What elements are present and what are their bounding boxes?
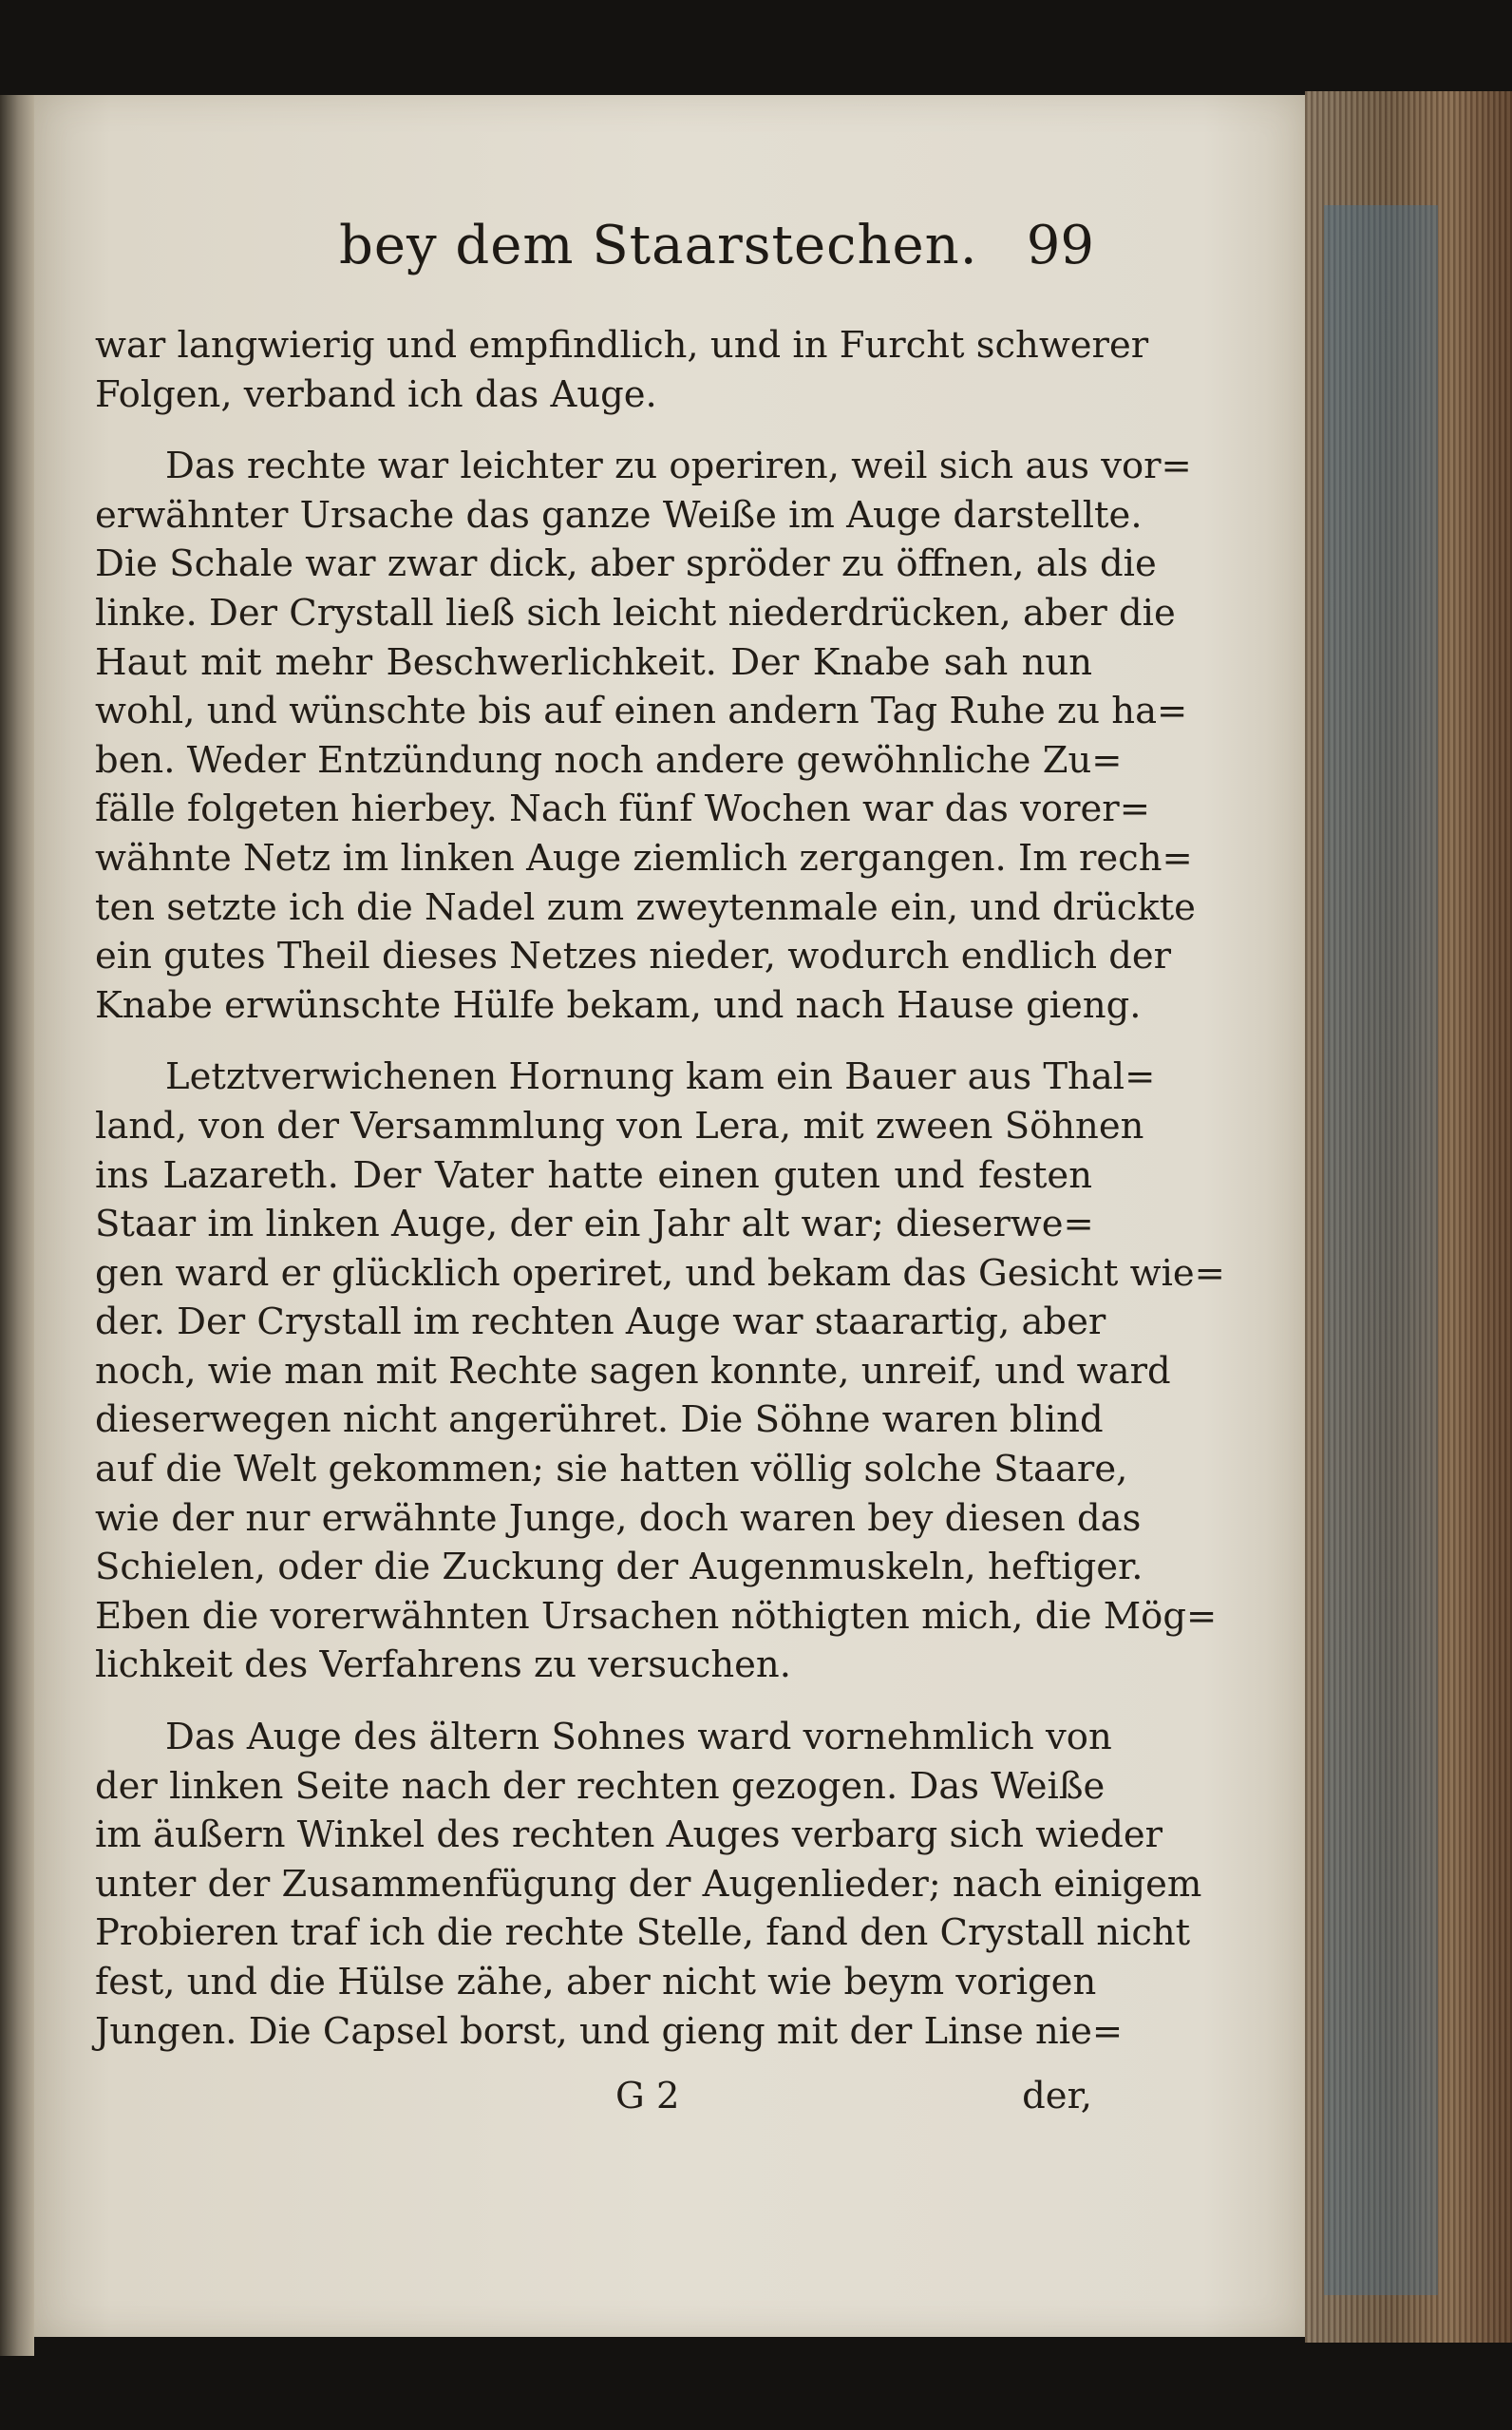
page-header: [95, 215, 1092, 300]
text-line: fest, und die Hülse zähe, aber nicht wie beym vorigen: [95, 1961, 1097, 2003]
paragraph: [95, 442, 1196, 1030]
text-line: Jungen. Die Capsel borst, und gieng mit der Linse nie=: [95, 2009, 1124, 2053]
text-line: der. Der Crystall im rechten Auge war staarartig, aber: [95, 1300, 1106, 1344]
text-line: wohl, und wünschte bis auf einen andern Tag Ruhe zu ha=: [95, 690, 1188, 733]
text-line: Haut mit mehr Beschwerlichkeit. Der Knabe sah nun: [95, 640, 1092, 684]
text-line: Das Auge des ältern Sohnes ward vornehmlich von: [165, 1716, 1112, 1759]
signature-mark: G 2: [615, 2075, 680, 2117]
text-line: ins Lazareth. Der Vater hatte einen guten und festen: [95, 1153, 1092, 1197]
text-line: fälle folgeten hierbey. Nach fünf Wochen war das vorer=: [95, 788, 1150, 831]
text-line: Die Schale war zwar dick, aber spröder zu öffnen, als die: [95, 542, 1157, 586]
body-text: [95, 321, 1225, 2056]
text-line: Das rechte war leichter zu operiren, weil sich aus vor=: [165, 445, 1192, 488]
book-fore-edge: [1305, 91, 1512, 2343]
text-line: erwähnter Ursache das ganze Weiße im Auge darstellte.: [95, 493, 1143, 537]
paragraph-gap: [95, 1030, 1092, 1053]
text-line: der linken Seite nach der rechten gezogen. Das Weiße: [95, 1764, 1106, 1808]
text-line: Folgen, verband ich das Auge.: [95, 372, 657, 416]
text-line: Schielen, oder die Zuckung der Augenmuskeln, heftiger.: [95, 1546, 1143, 1589]
text-line: war langwierig und empfindlich, und in Furcht schwerer: [95, 324, 1149, 367]
text-line: im äußern Winkel des rechten Auges verbarg sich wieder: [95, 1813, 1163, 1857]
paragraph-gap: [95, 1690, 1092, 1713]
text-line: noch, wie man mit Rechte sagen konnte, unreif, und ward: [95, 1349, 1171, 1393]
text-line: ein gutes Theil dieses Netzes nieder, wodurch endlich der: [95, 935, 1172, 978]
left-page-edge: [0, 95, 34, 2356]
text-line: linke. Der Crystall ließ sich leicht niederdrücken, aber die: [95, 591, 1176, 635]
text-line: Staar im linken Auge, der ein Jahr alt war; dieserwe=: [95, 1203, 1094, 1246]
text-line: Letztverwichenen Hornung kam ein Bauer aus Thal=: [165, 1055, 1156, 1099]
fore-edge-tint: [1324, 205, 1438, 2295]
text-line: wähnte Netz im linken Auge ziemlich zergangen. Im rech=: [95, 836, 1193, 880]
text-line: unter der Zusammenfügung der Augenlieder; nach einigem: [95, 1862, 1202, 1906]
page-footer: [95, 2075, 1092, 2132]
text-line: Knabe erwünschte Hülfe bekam, und nach Hause gieng.: [95, 983, 1142, 1027]
paragraph: [95, 1053, 1225, 1690]
text-line: Eben die vorerwähnten Ursachen nöthigten mich, die Mög=: [95, 1594, 1218, 1638]
text-line: gen ward er glücklich operiret, und bekam das Gesicht wie=: [95, 1251, 1225, 1295]
text-line: auf die Welt gekommen; sie hatten völlig solche Staare,: [95, 1448, 1128, 1491]
page-number: 99: [1026, 215, 1094, 276]
text-line: ten setzte ich die Nadel zum zweytenmale ein, und drückte: [95, 885, 1196, 929]
paragraph: [95, 321, 1149, 419]
paragraph-gap: [95, 419, 1092, 442]
text-line: ben. Weder Entzündung noch andere gewöhnliche Zu=: [95, 738, 1123, 782]
text-line: Probieren traf ich die rechte Stelle, fand den Crystall nicht: [95, 1911, 1191, 1955]
catchword: der,: [1022, 2075, 1092, 2117]
text-line: dieserwegen nicht angerühret. Die Söhne waren blind: [95, 1398, 1104, 1442]
text-line: land, von der Versammlung von Lera, mit zween Söhnen: [95, 1104, 1144, 1148]
text-line: lichkeit des Verfahrens zu versuchen.: [95, 1643, 791, 1687]
running-head: bey dem Staarstechen.: [339, 215, 978, 276]
paragraph: [95, 1713, 1202, 2056]
text-line: wie der nur erwähnte Junge, doch waren bey diesen das: [95, 1496, 1142, 1540]
